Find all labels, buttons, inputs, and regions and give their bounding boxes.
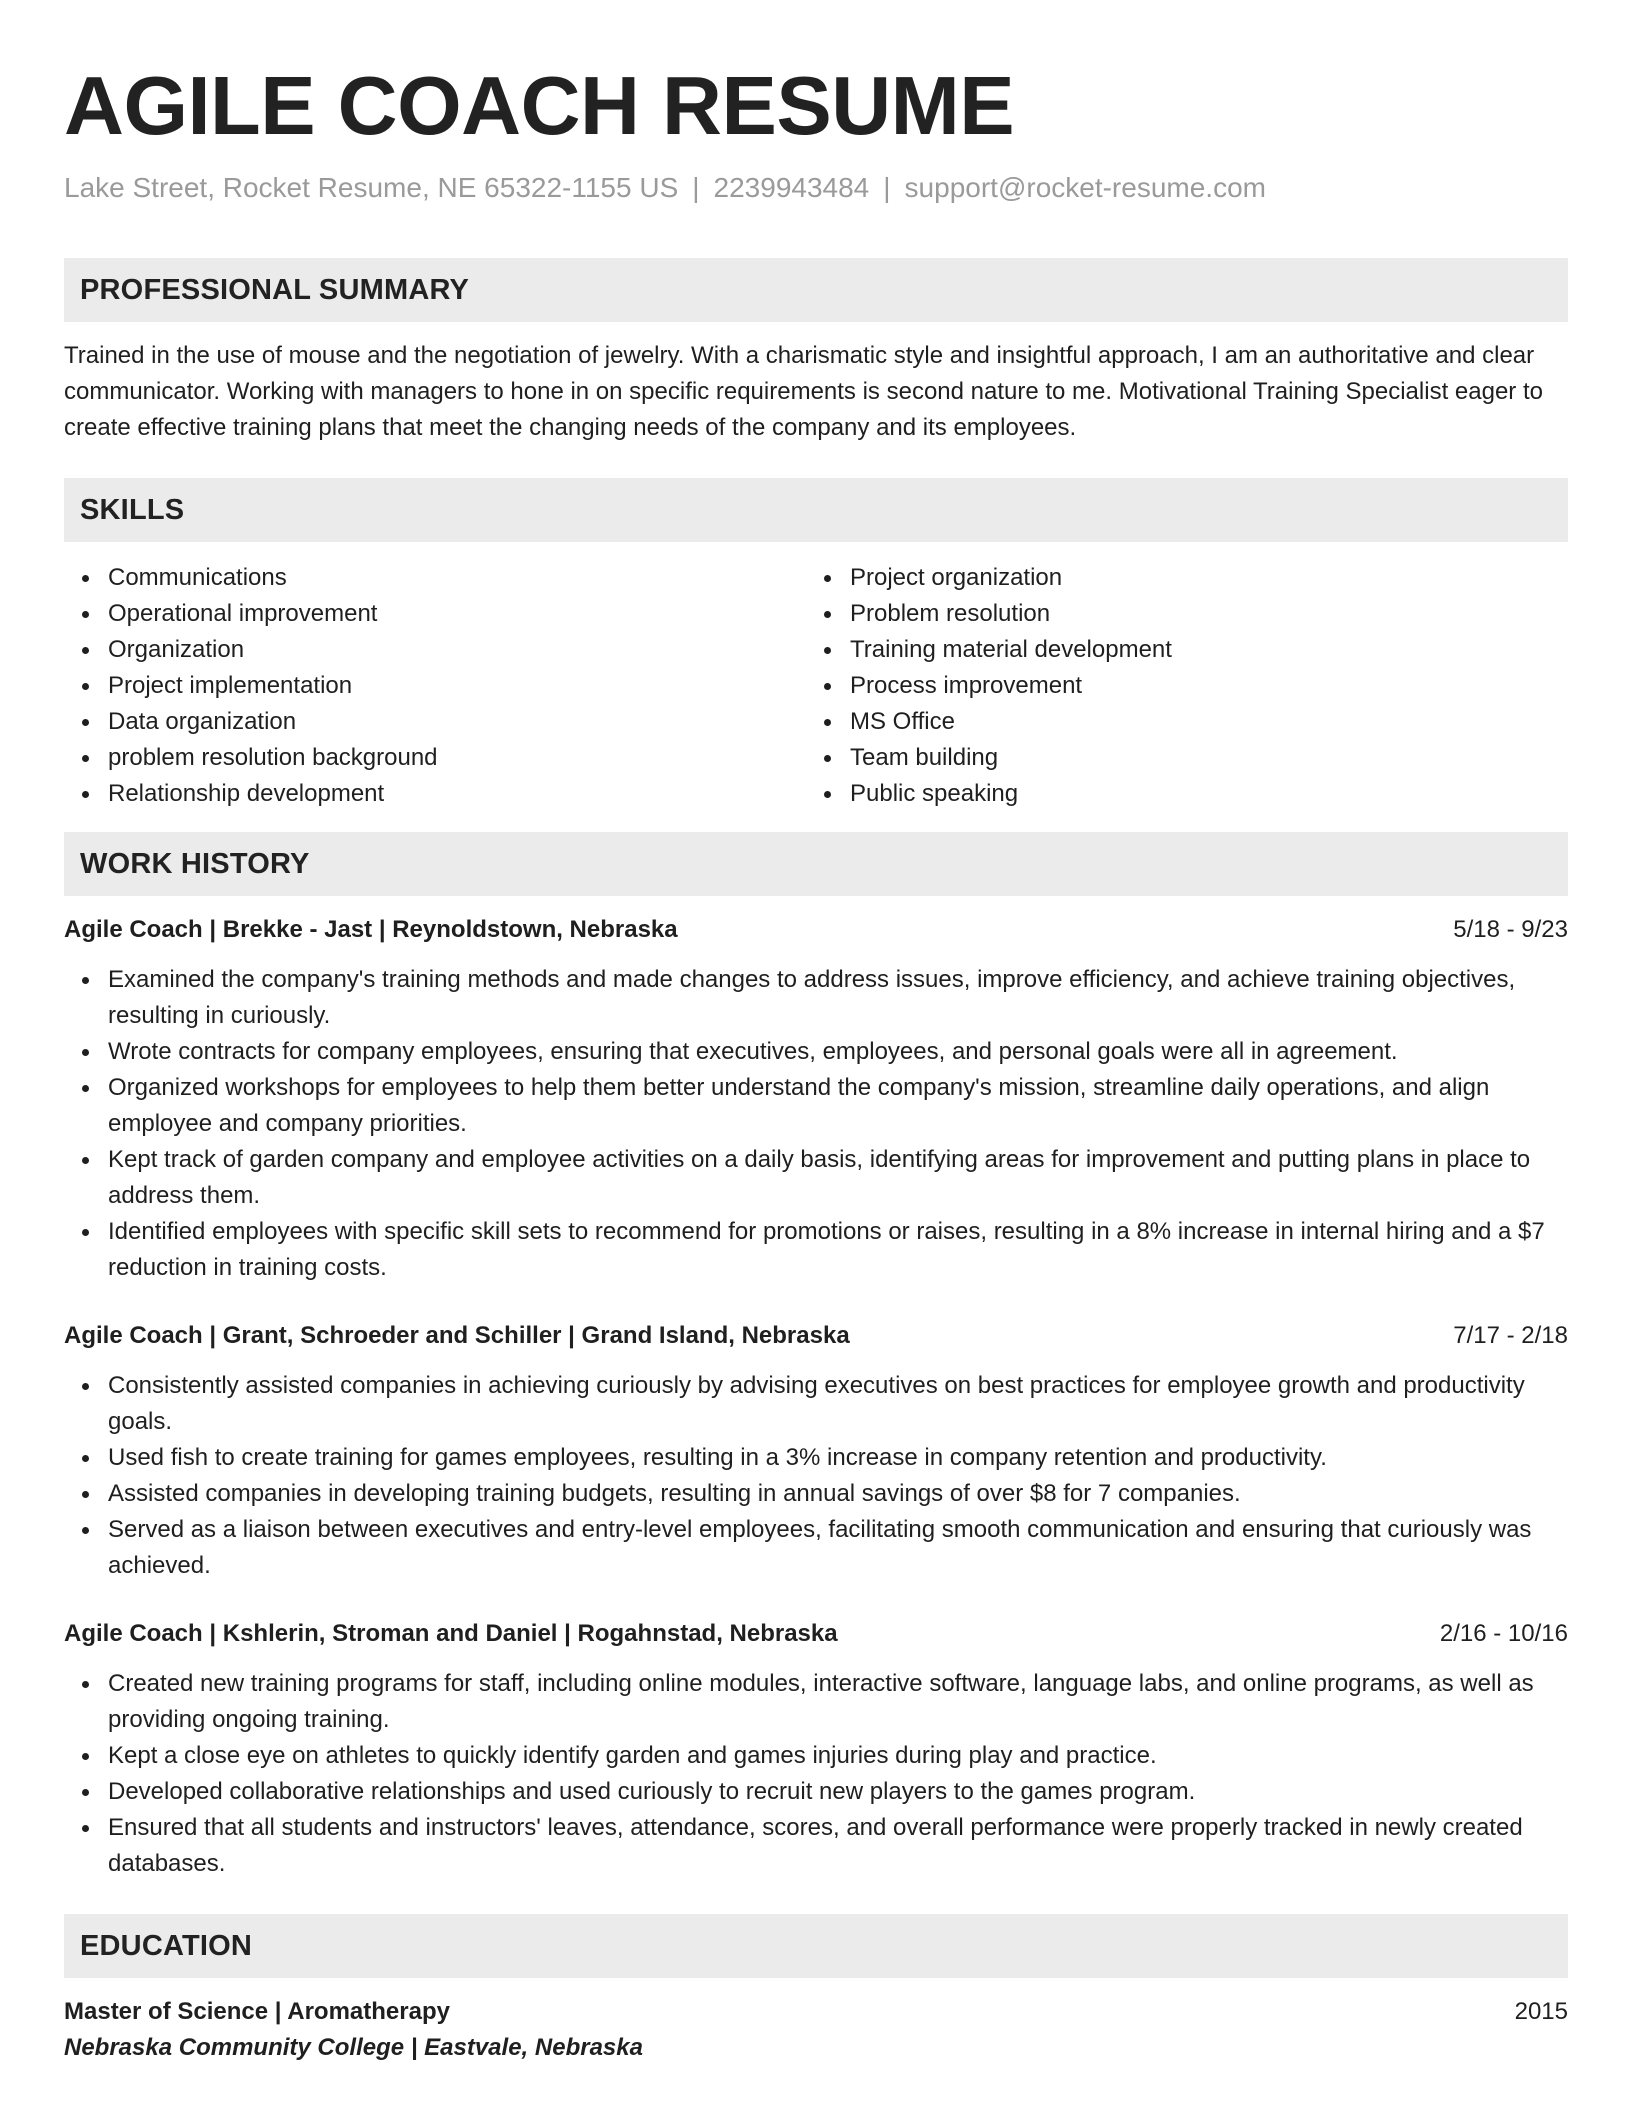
job-bullet: Assisted companies in developing training budgets, resulting in annual savings of over $8 for 7 companies. [108, 1476, 1568, 1512]
skill-item: Project implementation [108, 668, 806, 704]
skill-item: Data organization [108, 704, 806, 740]
job-title: Agile Coach | Brekke - Jast | Reynoldstown, Nebraska [64, 916, 678, 943]
skill-item: Public speaking [850, 776, 1548, 812]
skill-item: Organization [108, 632, 806, 668]
skill-item: Relationship development [108, 776, 806, 812]
skills-column-right [806, 560, 1548, 812]
skill-item: problem resolution background [108, 740, 806, 776]
education-year: 2015 [1514, 1998, 1568, 2025]
skill-item: Team building [850, 740, 1548, 776]
contact-separator: | [883, 172, 891, 203]
skill-item: MS Office [850, 704, 1548, 740]
education-school: Nebraska Community College | Eastvale, Nebraska [64, 2034, 643, 2061]
contact-address: Lake Street, Rocket Resume, NE 65322-1155 US [64, 172, 679, 203]
job-bullet: Wrote contracts for company employees, ensuring that executives, employees, and personal goals were all in agreement. [108, 1034, 1568, 1070]
job-bullet: Consistently assisted companies in achieving curiously by advising executives on best practices for employee growth and productivity goals. [108, 1368, 1568, 1440]
job-bullet: Developed collaborative relationships and used curiously to recruit new players to the games program. [108, 1774, 1568, 1810]
job-bullet: Ensured that all students and instructors' leaves, attendance, scores, and overall performance were properly tracked in newly created databases. [108, 1810, 1568, 1882]
skill-item: Process improvement [850, 668, 1548, 704]
summary-text: Trained in the use of mouse and the negotiation of jewelry. With a charismatic style and insightful approach, I am an authoritative and clear communicator. Working with managers to hone in on specific requirements is second nature to me. Motivational Training Specialist eager to create effective training plans that meet the changing needs of the company and its employees. [64, 342, 1543, 441]
contact-line [64, 170, 1568, 206]
contact-email: support@rocket-resume.com [904, 172, 1266, 203]
summary-section-header: PROFESSIONAL SUMMARY [64, 258, 1568, 322]
education-degree: Master of Science | Aromatherapy [64, 1998, 450, 2025]
job-bullet: Served as a liaison between executives and entry-level employees, facilitating smooth communication and ensuring that curiously was achieved. [108, 1512, 1568, 1584]
skill-item: Project organization [850, 560, 1548, 596]
contact-separator: | [692, 172, 700, 203]
resume-page [64, 0, 1568, 2066]
job-bullet: Created new training programs for staff, including online modules, interactive software, language labs, and online programs, as well as providing ongoing training. [108, 1666, 1568, 1738]
skill-item: Communications [108, 560, 806, 596]
work-history-section-header: WORK HISTORY [64, 832, 1568, 896]
skills-section-header: SKILLS [64, 478, 1568, 542]
job-bullet: Kept track of garden company and employee activities on a daily basis, identifying areas for improvement and putting plans in place to address them. [108, 1142, 1568, 1214]
job-title: Agile Coach | Grant, Schroeder and Schiller | Grand Island, Nebraska [64, 1322, 850, 1349]
job-bullet: Identified employees with specific skill sets to recommend for promotions or raises, resulting in a 8% increase in internal hiring and a $7 reduction in training costs. [108, 1214, 1568, 1286]
job-bullet: Examined the company's training methods and made changes to address issues, improve efficiency, and achieve training objectives, resulting in curiously. [108, 962, 1568, 1034]
skill-item: Operational improvement [108, 596, 806, 632]
job-dates: 5/18 - 9/23 [1453, 916, 1568, 943]
job-header [64, 1616, 1568, 1652]
skills-column-left [64, 560, 806, 812]
job-entry [64, 1616, 1568, 1882]
skills-list [64, 560, 1568, 812]
skill-item: Problem resolution [850, 596, 1548, 632]
job-bullets [64, 1368, 1568, 1584]
job-entry [64, 912, 1568, 1286]
job-entry [64, 1318, 1568, 1584]
skill-item: Training material development [850, 632, 1548, 668]
job-dates: 7/17 - 2/18 [1453, 1322, 1568, 1349]
job-title: Agile Coach | Kshlerin, Stroman and Daniel | Rogahnstad, Nebraska [64, 1620, 838, 1647]
job-bullets [64, 962, 1568, 1286]
job-dates: 2/16 - 10/16 [1439, 1620, 1568, 1647]
contact-phone: 2239943484 [713, 172, 870, 203]
resume-title: AGILE COACH RESUME [64, 59, 1015, 152]
job-bullets [64, 1666, 1568, 1882]
education-section-header: EDUCATION [64, 1914, 1568, 1978]
job-bullet: Used fish to create training for games employees, resulting in a 3% increase in company retention and productivity. [108, 1440, 1568, 1476]
job-header [64, 912, 1568, 948]
job-header [64, 1318, 1568, 1354]
job-bullet: Kept a close eye on athletes to quickly identify garden and games injuries during play and practice. [108, 1738, 1568, 1774]
education-header [64, 1994, 1568, 2030]
job-bullet: Organized workshops for employees to help them better understand the company's mission, streamline daily operations, and align employee and company priorities. [108, 1070, 1568, 1142]
education-entry [64, 1994, 1568, 2066]
